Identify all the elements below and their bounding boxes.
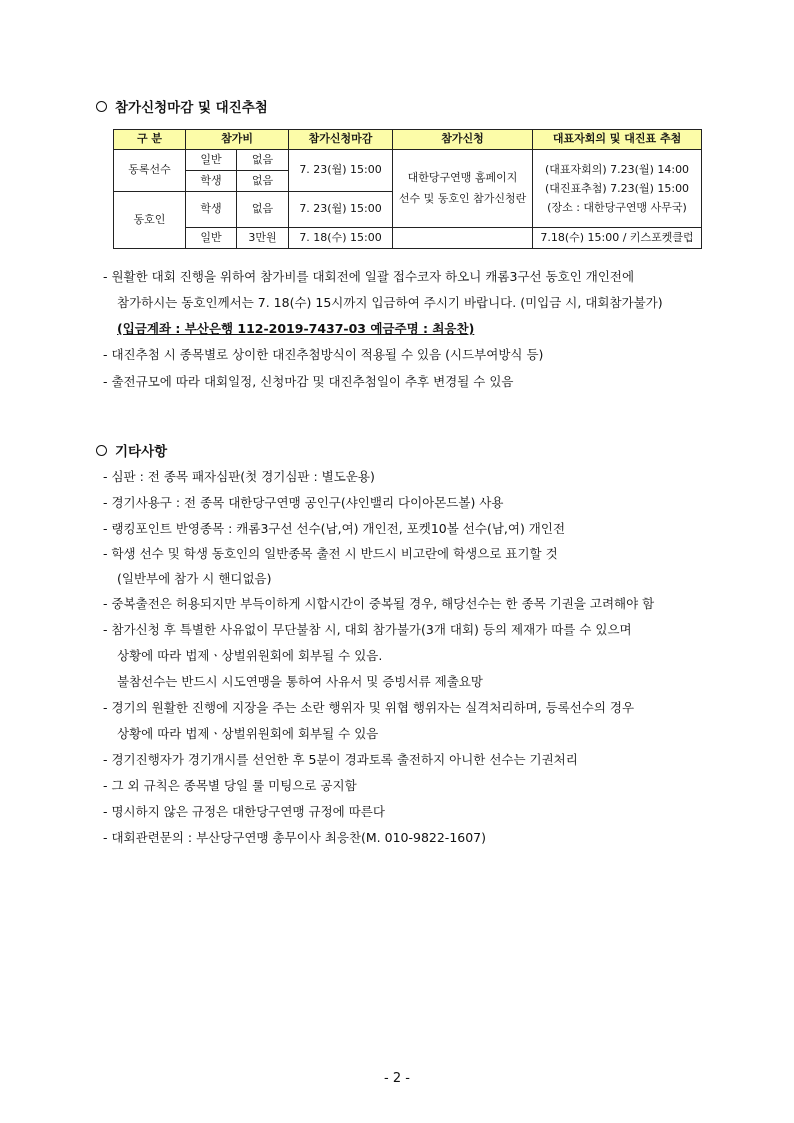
note-line: - 심판 : 전 종목 패자심판(첫 경기심판 : 별도운용) <box>103 469 375 484</box>
method-cell-empty <box>393 228 533 249</box>
header-method: 참가신청 <box>393 130 533 150</box>
meeting-line: (장소 : 대한당구연맹 사무국) <box>547 201 687 215</box>
meeting-cell: 7.18(수) 15:00 / 키스포켓클럽 <box>533 228 702 249</box>
fee-cell: 없음 <box>237 192 289 228</box>
note-line: 상황에 따라 법제ㆍ상벌위원회에 회부될 수 있음. <box>117 648 383 663</box>
note-line: 불참선수는 반드시 시도연맹을 통하여 사유서 및 증빙서류 제출요망 <box>117 674 483 689</box>
note-line: - 경기사용구 : 전 종목 대한당구연맹 공인구(샤인밸리 다이아몬드볼) 사용 <box>103 495 504 510</box>
bank-account-line: (입금계좌 : 부산은행 112-2019-7437-03 예금주명 : 최응찬) <box>117 321 475 336</box>
note-line: - 출전규모에 따라 대회일정, 신청마감 및 대진추첨일이 추후 변경될 수 있음 <box>103 374 514 389</box>
hollow-circle-bullet-icon <box>96 101 107 112</box>
note-line: - 경기의 원활한 진행에 지장을 주는 소란 행위자 및 위협 행위자는 실격처리하며, 등록선수의 경우 <box>103 700 635 715</box>
hollow-circle-bullet-icon <box>96 445 107 456</box>
note-line: - 그 외 규칙은 종목별 당일 룰 미팅으로 공지함 <box>103 778 357 793</box>
note-line: - 대진추첨 시 종목별로 상이한 대진추첨방식이 적용될 수 있음 (시드부여방식 등) <box>103 347 544 362</box>
note-line: - 원활한 대회 진행을 위하여 참가비를 대회전에 일괄 접수코자 하오니 캐롬3구선 동호인 개인전에 <box>103 269 635 284</box>
method-line: 선수 및 동호인 참가신청란 <box>398 191 527 205</box>
fee-cell: 3만원 <box>237 228 289 249</box>
method-line: 대한당구연맹 홈페이지 <box>407 170 518 184</box>
note-line: - 경기진행자가 경기개시를 선언한 후 5분이 경과토록 출전하지 아니한 선수는 기권처리 <box>103 752 578 767</box>
note-line: - 랭킹포인트 반영종목 : 캐롬3구선 선수(남,여) 개인전, 포켓10볼 선수(남,여) 개인전 <box>103 521 566 536</box>
section-heading-registration <box>96 96 268 116</box>
meeting-line: (대표자회의) 7.23(월) 14:00 <box>544 162 690 176</box>
category-cell: 동록선수 <box>114 150 186 192</box>
note-line: 참가하시는 동호인께서는 7. 18(수) 15시까지 입금하여 주시기 바랍니다. (미입금 시, 대회참가불가) <box>117 295 663 310</box>
type-cell: 일반 <box>186 150 237 171</box>
meeting-line: (대진표추첨) 7.23(월) 15:00 <box>544 181 690 195</box>
meeting-cell <box>533 150 702 228</box>
header-category: 구 분 <box>114 130 186 150</box>
table-row <box>114 228 702 249</box>
table-header-row <box>114 130 702 150</box>
type-cell: 학생 <box>186 192 237 228</box>
contact-line: - 대회관련문의 : 부산당구연맹 총무이사 최응찬(M. 010-9822-1607) <box>103 830 487 845</box>
fee-cell: 없음 <box>237 150 289 171</box>
page-number: - 2 - <box>384 1071 410 1086</box>
type-cell: 학생 <box>186 171 237 192</box>
section-title: 참가신청마감 및 대진추첨 <box>115 100 268 116</box>
header-fee: 참가비 <box>186 130 289 150</box>
fee-cell: 없음 <box>237 171 289 192</box>
section-title: 기타사항 <box>115 444 168 460</box>
type-cell: 일반 <box>186 228 237 249</box>
deadline-cell: 7. 23(월) 15:00 <box>289 150 393 192</box>
section-heading-misc <box>96 440 167 460</box>
header-meeting: 대표자회의 및 대진표 추첨 <box>533 130 702 150</box>
note-line: - 중복출전은 허용되지만 부득이하게 시합시간이 중복될 경우, 해당선수는 한 종목 기권을 고려해야 함 <box>103 596 655 611</box>
note-line: - 참가신청 후 특별한 사유없이 무단불참 시, 대회 참가불가(3개 대회) 등의 제재가 따를 수 있으며 <box>103 622 632 637</box>
note-line: - 명시하지 않은 규정은 대한당구연맹 규정에 따른다 <box>103 804 385 819</box>
deadline-cell: 7. 18(수) 15:00 <box>289 228 393 249</box>
category-cell: 동호인 <box>114 192 186 249</box>
note-line: 상황에 따라 법제ㆍ상벌위원회에 회부될 수 있음 <box>117 726 379 741</box>
note-line: - 학생 선수 및 학생 동호인의 일반종목 출전 시 반드시 비고란에 학생으로 표기할 것 <box>103 546 558 561</box>
method-cell <box>393 150 533 228</box>
note-line: (일반부에 참가 시 핸디없음) <box>117 571 272 586</box>
table-row <box>114 150 702 171</box>
registration-table <box>113 129 702 249</box>
header-deadline: 참가신청마감 <box>289 130 393 150</box>
deadline-cell: 7. 23(월) 15:00 <box>289 192 393 228</box>
